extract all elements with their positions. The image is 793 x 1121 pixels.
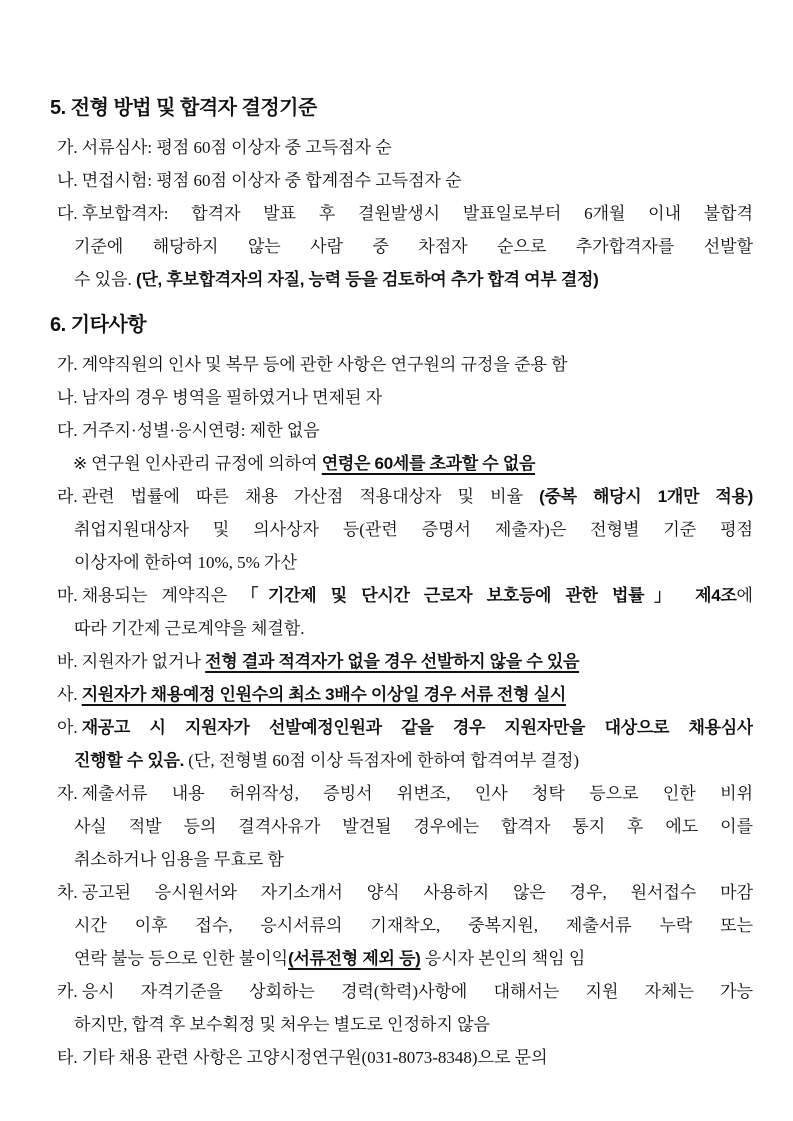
text-line: [50, 1041, 753, 1074]
text-run: 사실 적발 등의 결격사유가 발견될 경우에는 합격자 통지 후 에도 이를: [74, 817, 753, 836]
text-line: [50, 480, 753, 513]
item-label: 사.: [57, 685, 78, 704]
text-run: 채용되는 계약직은: [81, 586, 242, 605]
list-item: [50, 876, 753, 975]
text-line: [50, 1008, 753, 1041]
text-run: 기준에 해당하지 않는 사람 중 차점자 순으로 추가합격자를 선발할: [74, 237, 753, 256]
text-run: 제출서류 내용 허위작성, 증빙서 위변조, 인사 청탁 등으로 인한 비위: [81, 784, 753, 803]
section-5: [50, 91, 753, 296]
text-run: (서류전형 제외 등): [288, 949, 421, 968]
text-line: [50, 777, 753, 810]
text-run: 취업지원대상자 및 의사상자 등(관련 증명서 제출자)은 전형별 기준 평점: [74, 520, 753, 539]
item-label: 타.: [57, 1048, 78, 1067]
text-line: [50, 942, 753, 975]
text-run: 연령은 60세를 초과할 수 없음: [321, 454, 536, 473]
list-item: [50, 777, 753, 876]
text-run: 거주지·성별·응시연령: 제한 없음: [81, 421, 320, 440]
text-run: 남자의 경우 병역을 필하였거나 면제된 자: [81, 388, 383, 407]
list-item: [50, 197, 753, 296]
text-line: [50, 164, 753, 197]
list-item: [50, 480, 753, 579]
text-line: [50, 263, 753, 296]
text-line: [50, 645, 753, 678]
text-run: 「기간제 및 단시간 근로자 보호등에 관한 법률」 제4조: [241, 586, 737, 605]
text-run: 재공고 시 지원자가 선발예정인원과 같을 경우 지원자만을 대상으로 채용심사: [81, 718, 753, 737]
list-item: [50, 164, 753, 197]
section-title: [50, 91, 753, 125]
list-item: [50, 579, 753, 645]
text-line: [50, 513, 753, 546]
text-run: 지원자가 없거나: [81, 652, 206, 671]
item-label: 자.: [57, 784, 78, 803]
text-line: [50, 230, 753, 263]
item-label: 바.: [57, 652, 78, 671]
text-line: [50, 131, 753, 164]
text-line: [50, 744, 753, 777]
list-item: [50, 131, 753, 164]
section-number: 5.: [50, 97, 71, 119]
item-label: 아.: [57, 718, 78, 737]
text-run: 계약직원의 인사 및 복무 등에 관한 사항은 연구원의 규정을 준용 함: [81, 355, 568, 374]
text-line: [50, 975, 753, 1008]
item-label: 가.: [57, 355, 78, 374]
text-line: [50, 612, 753, 645]
text-run: 취소하거나 임용을 무효로 함: [74, 850, 284, 869]
text-run: 응시 자격기준을 상회하는 경력(학력)사항에 대해서는 지원 자체는 가능: [81, 982, 753, 1001]
text-line: [50, 678, 753, 711]
text-run: 후보합격자: 합격자 발표 후 결원발생시 발표일로부터 6개월 이내 불합격: [81, 204, 753, 223]
text-line: [50, 546, 753, 579]
text-run: 기타 채용 관련 사항은 고양시정연구원(031-8073-8348)으로 문의: [81, 1048, 548, 1067]
list-item: [50, 348, 753, 381]
text-run: 이상자에 한하여 10%, 5% 가산: [74, 553, 297, 572]
text-line: [50, 348, 753, 381]
text-run: (단, 후보합격자의 자질, 능력 등을 검토하여 추가 합격 여부 결정): [136, 270, 599, 289]
item-label: 나.: [57, 388, 78, 407]
list-item: [50, 447, 753, 480]
text-run: 서류심사: 평점 60점 이상자 중 고득점자 순: [81, 138, 392, 157]
text-run: 진행할 수 있음.: [74, 751, 185, 770]
item-label: 차.: [57, 883, 78, 902]
text-run: 공고된 응시원서와 자기소개서 양식 사용하지 않은 경우, 원서접수 마감: [81, 883, 753, 902]
text-run: 면접시험: 평점 60점 이상자 중 합계점수 고득점자 순: [81, 171, 462, 190]
text-line: [50, 876, 753, 909]
text-run: 에: [736, 586, 753, 605]
document-body: [50, 91, 753, 1074]
list-item: [50, 414, 753, 447]
text-line: [50, 579, 753, 612]
text-line: [50, 843, 753, 876]
item-label: 라.: [57, 487, 78, 506]
text-run: 관련 법률에 따른 채용 가산점 적용대상자 및 비율: [81, 487, 540, 506]
item-label: 카.: [57, 982, 78, 1001]
item-label: 가.: [57, 138, 78, 157]
text-run: (중복 해당시 1개만 적용): [539, 487, 753, 506]
text-run: 하지만, 합격 후 보수획정 및 처우는 별도로 인정하지 않음: [74, 1015, 490, 1034]
note-marker: ※: [73, 454, 88, 473]
text-line: [50, 711, 753, 744]
item-label: 나.: [57, 171, 78, 190]
text-line: [50, 810, 753, 843]
section-number: 6.: [50, 314, 71, 336]
list-item: [50, 975, 753, 1041]
text-run: 지원자가 채용예정 인원수의 최소 3배수 이상일 경우 서류 전형 실시: [81, 685, 566, 704]
list-item: [50, 711, 753, 777]
section-6: [50, 308, 753, 1074]
text-line: [50, 909, 753, 942]
text-line: [50, 414, 753, 447]
text-line: [50, 447, 753, 480]
list-item: [50, 678, 753, 711]
text-line: [50, 381, 753, 414]
section-title: [50, 308, 753, 342]
text-run: 따라 기간제 근로계약을 체결함.: [74, 619, 305, 638]
text-run: 응시자 본인의 책임 임: [420, 949, 586, 968]
list-item: [50, 645, 753, 678]
item-label: 마.: [57, 586, 78, 605]
text-run: 연락 불능 등으로 인한 불이익: [74, 949, 289, 968]
text-run: (단, 전형별 60점 이상 득점자에 한하여 합격여부 결정): [184, 751, 580, 770]
item-label: 다.: [57, 421, 78, 440]
list-item: [50, 381, 753, 414]
text-run: 시간 이후 접수, 응시서류의 기재착오, 중복지원, 제출서류 누락 또는: [74, 916, 753, 935]
text-run: 전형 결과 적격자가 없을 경우 선발하지 않을 수 있음: [205, 652, 580, 671]
section-title-text: 전형 방법 및 합격자 결정기준: [70, 97, 317, 119]
text-line: [50, 197, 753, 230]
section-title-text: 기타사항: [70, 314, 147, 336]
text-run: 연구원 인사관리 규정에 의하여: [91, 454, 322, 473]
item-label: 다.: [57, 204, 78, 223]
list-item: [50, 1041, 753, 1074]
text-run: 수 있음.: [74, 270, 137, 289]
